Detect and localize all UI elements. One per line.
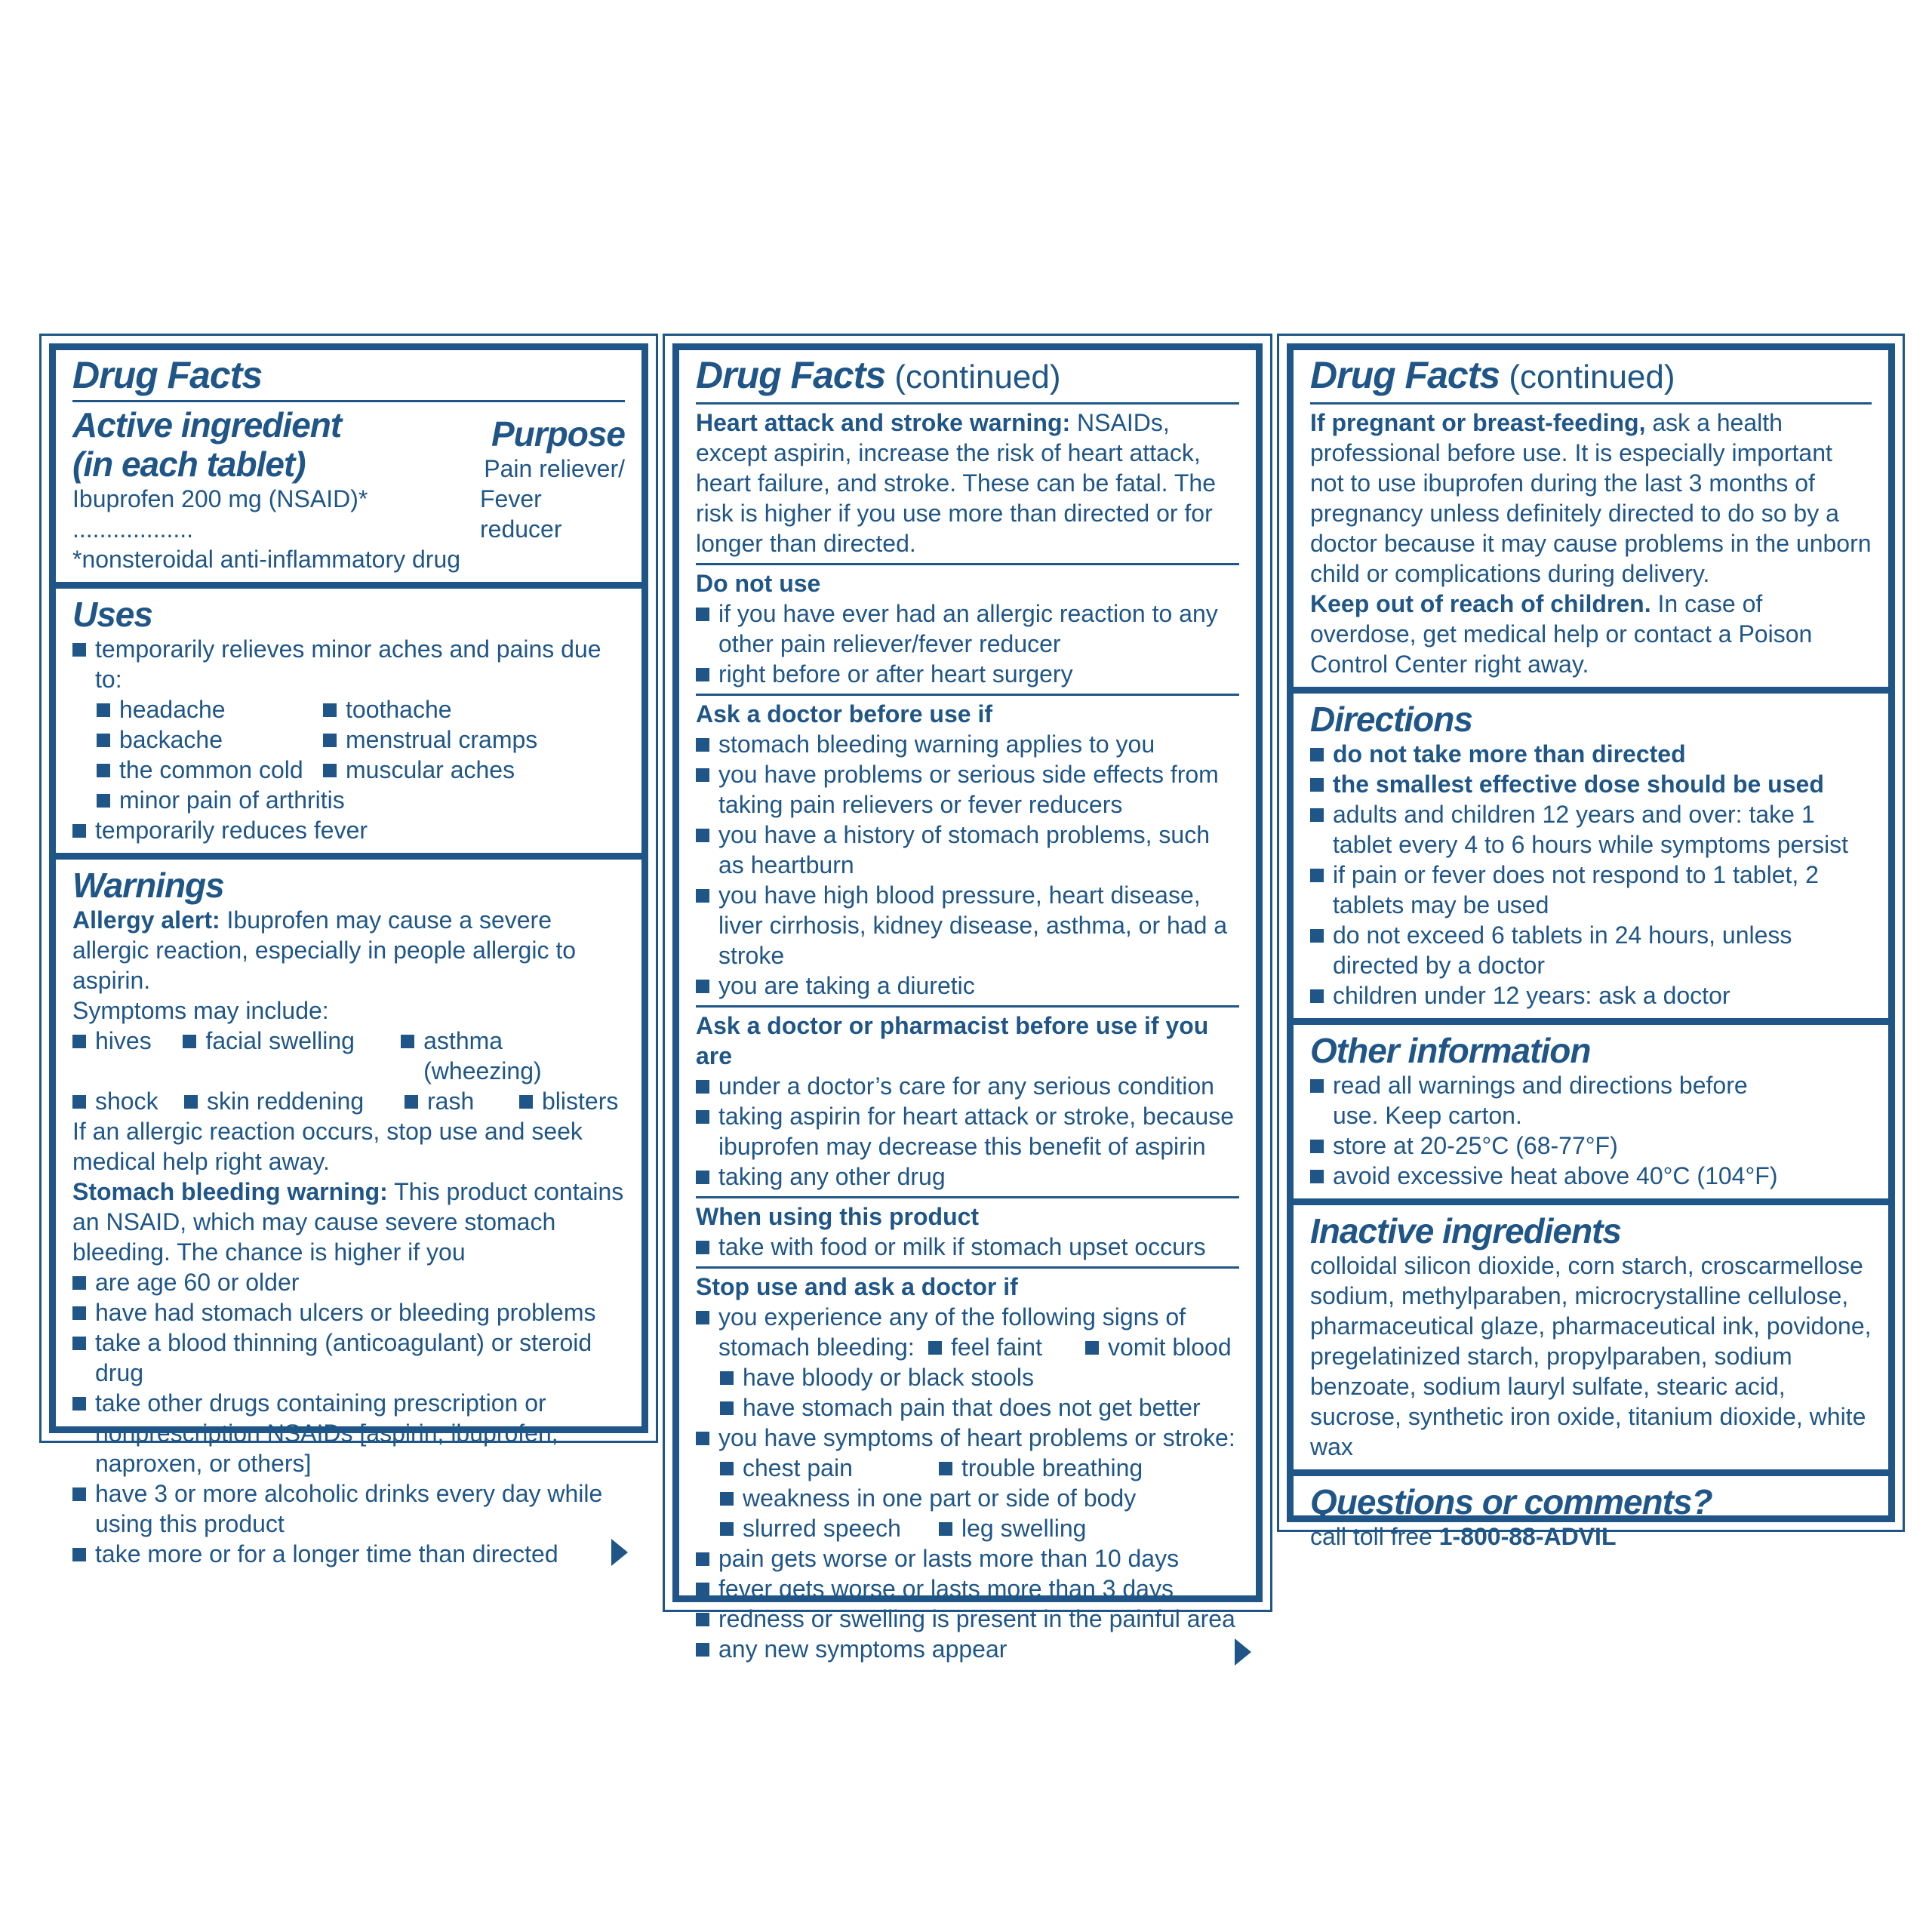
directions-item: do not exceed 6 tablets in 24 hours, unless directed by a doctor — [1310, 920, 1872, 980]
call-toll-free-text: call toll free — [1310, 1523, 1439, 1550]
uses-item: temporarily relieves minor aches and pains due to: — [72, 634, 625, 694]
stomach-risk-item: have had stomach ulcers or bleeding problems — [72, 1297, 625, 1327]
do-not-use-heading: Do not use — [696, 570, 821, 597]
stomach-risk-item: are age 60 or older — [72, 1267, 625, 1297]
directions-item: children under 12 years: ask a doctor — [1310, 980, 1872, 1011]
drug-facts-title: Drug Facts — [72, 354, 263, 396]
uses-sub-item: minor pain of arthritis — [97, 785, 595, 815]
ask-pharmacist-item: under a doctor’s care for any serious condition — [696, 1071, 1239, 1101]
uses-heading: Uses — [72, 595, 152, 634]
ask-doctor-item: you have high blood pressure, heart disease, liver cirrhosis, kidney disease, asthma, or had a stroke — [696, 880, 1239, 971]
directions-item: if pain or fever does not respond to 1 tablet, 2 tablets may be used — [1310, 860, 1872, 920]
ask-doctor-item: you have problems or serious side effects from taking pain relievers or fever reducers — [696, 759, 1239, 820]
stomach-warning-text: This product contains an NSAID, which may cause severe stomach bleeding. The chance is higher if you — [72, 1178, 624, 1266]
uses-sub-list — [97, 694, 625, 815]
heart-sign-item: leg swelling — [939, 1513, 1086, 1543]
uses-sub-item: muscular aches — [323, 755, 595, 785]
stomach-bleeding-label: stomach bleeding: — [718, 1334, 915, 1361]
pregnancy-label: If pregnant or breast-feeding, — [1310, 409, 1646, 436]
active-ingredient-heading-line1: Active ingredient — [72, 405, 342, 445]
panel-1-inner-border — [49, 343, 648, 1567]
directions-item: do not take more than directed — [1310, 739, 1872, 769]
heart-sign-item: weakness in one part or side of body — [720, 1483, 1239, 1513]
symptoms-row-2 — [72, 1086, 625, 1116]
symptom-item: facial swelling — [183, 1026, 401, 1086]
stop-use-item: fever gets worse or lasts more than 3 days — [696, 1574, 1239, 1604]
drug-facts-continued-title — [1310, 353, 1872, 399]
symptom-item: shock — [72, 1086, 184, 1116]
ask-doctor-item: you have a history of stomach problems, such as heartburn — [696, 820, 1239, 880]
stop-use-item: any new symptoms appear — [696, 1634, 1239, 1664]
stop-use-item: you experience any of the following signs of — [696, 1302, 1239, 1332]
directions-item: adults and children 12 years and over: take 1 tablet every 4 to 6 hours while symptoms persist — [1310, 799, 1872, 860]
panel-3-inner-border — [1287, 343, 1895, 1550]
ask-pharmacist-section — [696, 1005, 1239, 1192]
symptom-item: blisters — [519, 1086, 618, 1116]
stop-use-item: redness or swelling is present in the painful area — [696, 1604, 1239, 1634]
symptom-item: hives — [72, 1026, 183, 1086]
active-ingredient-header-row — [72, 405, 625, 484]
other-information-item: avoid excessive heat above 40°C (104°F) — [1310, 1161, 1872, 1191]
warnings-heading: Warnings — [72, 866, 224, 905]
bleeding-signs-row — [696, 1332, 1239, 1362]
ask-doctor-heading: Ask a doctor before use if — [696, 700, 992, 728]
ask-doctor-item: you are taking a diuretic — [696, 971, 1239, 1001]
active-ingredient-section — [56, 350, 641, 582]
ask-pharmacist-item: taking any other drug — [696, 1161, 1239, 1192]
questions-heading: Questions or comments? — [1310, 1482, 1712, 1521]
other-information-section — [1294, 1018, 1888, 1198]
purpose-column — [484, 414, 625, 484]
title-rule — [72, 400, 625, 402]
pregnancy-section — [1294, 350, 1888, 687]
active-ingredient-heading-line2: (in each tablet) — [72, 445, 306, 484]
symptoms-intro: Symptoms may include: — [72, 997, 329, 1024]
stop-use-item: you have symptoms of heart problems or stroke: — [696, 1423, 1239, 1453]
ask-doctor-item: stomach bleeding warning applies to you — [696, 729, 1239, 759]
allergy-alert-text: Ibuprofen may cause a severe allergic reaction, especially in people allergic to aspirin. — [72, 906, 577, 994]
do-not-use-section — [696, 563, 1239, 689]
continued-label: (continued) — [885, 358, 1061, 395]
allergy-alert-paragraph — [72, 905, 625, 995]
uses-sub-item: backache — [97, 724, 323, 755]
other-information-item: read all warnings and directions before use. Keep carton. — [1310, 1070, 1872, 1131]
stomach-risk-item: take more or for a longer time than directed — [72, 1539, 625, 1569]
ingredient-row — [72, 484, 625, 544]
allergy-after-text: If an allergic reaction occurs, stop use and seek medical help right away. — [72, 1118, 583, 1175]
uses-sub-item: the common cold — [97, 755, 323, 785]
bleeding-sign-item: vomit blood — [1085, 1332, 1232, 1362]
bleeding-sign-item: feel faint — [928, 1332, 1085, 1362]
bleeding-sign-item: have bloody or black stools — [720, 1362, 1239, 1392]
symptom-item: skin reddening — [184, 1086, 405, 1116]
drug-facts-panel-3 — [1277, 334, 1905, 1550]
continued-label: (continued) — [1500, 358, 1675, 395]
directions-heading: Directions — [1310, 700, 1472, 739]
do-not-use-item: right before or after heart surgery — [696, 659, 1239, 689]
heart-stroke-text: NSAIDs, except aspirin, increase the risk of heart attack, heart failure, and stroke. These can be fatal. The risk is higher if you use more than directed or for longer than directed. — [696, 409, 1217, 557]
when-using-heading: When using this product — [696, 1203, 980, 1230]
stop-use-section — [696, 1266, 1239, 1664]
panel-2-inner-border — [672, 343, 1263, 1663]
drug-facts-title: Drug Facts — [696, 354, 886, 396]
stop-use-item: pain gets worse or lasts more than 10 days — [696, 1543, 1239, 1574]
inactive-ingredients-heading: Inactive ingredients — [1310, 1211, 1622, 1251]
ask-pharmacist-heading: Ask a doctor or pharmacist before use if you are — [696, 1012, 1209, 1069]
panel-2-content — [679, 350, 1256, 1672]
symptom-item: rash — [405, 1086, 519, 1116]
pregnancy-text: ask a health professional before use. It is especially important not to use ibuprofen during the last 3 months of pregnancy unless definitely directed to do so by a doctor because it may cause problems in the unborn child or complications during delivery. — [1310, 409, 1872, 587]
other-information-heading: Other information — [1310, 1031, 1591, 1070]
inactive-ingredients-text: colloidal silicon dioxide, corn starch, croscarmellose sodium, methylparaben, microcrystalline cellulose, pharmaceutical glaze, pharmaceutical ink, povidone, pregelatinized starch, propylparaben, sodium benzoate, sodium lauryl sulfate, stearic acid, sucrose, synthetic iron oxide, titanium dioxide, white wax — [1310, 1252, 1872, 1460]
keep-out-label: Keep out of reach of children. — [1310, 590, 1651, 617]
heart-sign-item: chest pain — [720, 1453, 939, 1483]
heart-signs-row-1 — [720, 1453, 1239, 1483]
heart-sign-item: trouble breathing — [939, 1453, 1143, 1483]
phone-number: 1-800-88-ADVIL — [1438, 1523, 1617, 1550]
uses-item: temporarily reduces fever — [72, 815, 625, 845]
title-rule — [1310, 402, 1872, 405]
questions-section — [1294, 1469, 1888, 1559]
continue-arrow-icon — [1235, 1638, 1251, 1666]
warnings-section — [56, 853, 641, 1577]
heart-stroke-label: Heart attack and stroke warning: — [696, 409, 1071, 436]
purpose-line-1: Pain reliever/ — [484, 455, 625, 482]
stop-use-heading: Stop use and ask a doctor if — [696, 1273, 1018, 1300]
toll-free-line — [1310, 1521, 1872, 1552]
uses-sub-item: headache — [97, 694, 323, 724]
stomach-warning-label: Stomach bleeding warning: — [72, 1178, 388, 1205]
ingredient-line: Ibuprofen 200 mg (NSAID)* .................. — [72, 485, 368, 543]
heart-sign-item: slurred speech — [720, 1513, 939, 1543]
active-ingredient-heading — [72, 405, 341, 484]
heart-stroke-warning — [696, 408, 1239, 558]
keep-out-paragraph — [1310, 589, 1872, 679]
do-not-use-item: if you have ever had an allergic reaction to any other pain reliever/fever reducer — [696, 598, 1239, 659]
bleeding-sign-item: have stomach pain that does not get better — [720, 1392, 1239, 1423]
when-using-section — [696, 1196, 1239, 1262]
stomach-risk-item: take other drugs containing prescription or nonprescription NSAIDs [aspirin, ibuprofen, naproxen, or others] — [72, 1388, 625, 1478]
other-information-item: store at 20-25°C (68-77°F) — [1310, 1131, 1872, 1161]
nsaid-footnote: *nonsteroidal anti-inflammatory drug — [72, 546, 461, 573]
ask-doctor-section — [696, 694, 1239, 1001]
stomach-risk-item: take a blood thinning (anticoagulant) or steroid drug — [72, 1327, 625, 1388]
symptoms-row-1 — [72, 1026, 625, 1086]
keep-out-text: In case of overdose, get medical help or contact a Poison Control Center right away. — [1310, 590, 1813, 678]
stomach-warning-paragraph — [72, 1177, 625, 1267]
pregnancy-paragraph — [1310, 408, 1872, 589]
allergy-alert-label: Allergy alert: — [72, 906, 220, 934]
symptom-item: asthma (wheezing) — [401, 1026, 625, 1086]
continue-arrow-icon — [611, 1539, 628, 1566]
drug-facts-title: Drug Facts — [1310, 354, 1500, 396]
heart-signs-row-2 — [720, 1513, 1239, 1543]
inactive-ingredients-section — [1294, 1198, 1888, 1469]
uses-sub-item: menstrual cramps — [323, 724, 595, 755]
drug-facts-panel-2 — [663, 334, 1272, 1663]
drug-facts-panel-1 — [39, 334, 658, 1567]
uses-sub-item: toothache — [323, 694, 595, 724]
purpose-heading: Purpose — [491, 414, 625, 454]
purpose-line-2: Fever reducer — [480, 485, 562, 543]
drug-facts-continued-title — [696, 353, 1239, 399]
title-rule — [696, 402, 1239, 405]
uses-section — [56, 582, 641, 853]
ask-pharmacist-item: taking aspirin for heart attack or stroke, because ibuprofen may decrease this benefit of aspirin — [696, 1101, 1239, 1161]
directions-section — [1294, 687, 1888, 1018]
when-using-item: take with food or milk if stomach upset occurs — [696, 1232, 1239, 1262]
directions-item: the smallest effective dose should be used — [1310, 769, 1872, 799]
stomach-risk-item: have 3 or more alcoholic drinks every day while using this product — [72, 1478, 625, 1539]
